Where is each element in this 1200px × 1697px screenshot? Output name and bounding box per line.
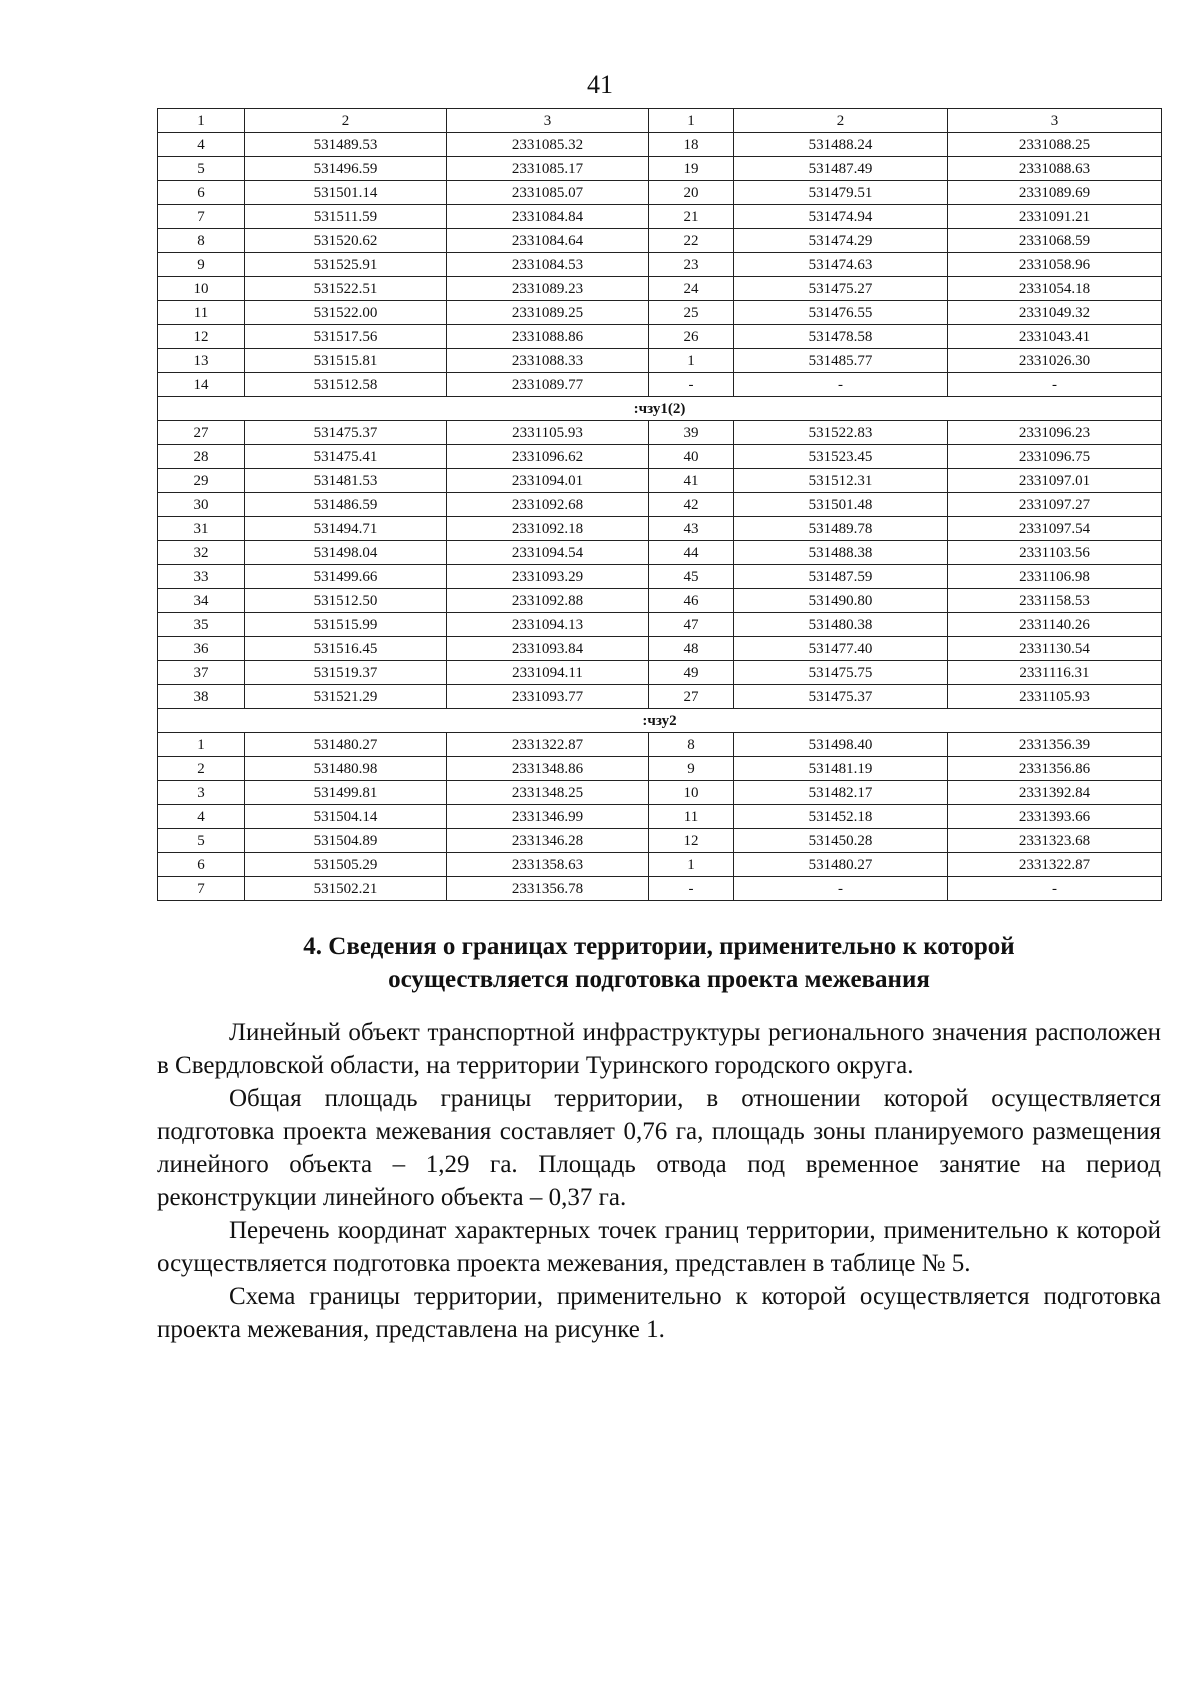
point-number-cell: 10 bbox=[158, 277, 245, 301]
table-row bbox=[158, 301, 1162, 325]
table-row bbox=[158, 469, 1162, 493]
x-coordinate-cell: 531486.59 bbox=[245, 493, 447, 517]
point-number-cell: 22 bbox=[649, 229, 734, 253]
point-number-cell: 5 bbox=[158, 157, 245, 181]
coordinates-table bbox=[157, 108, 1162, 901]
point-number-cell: 24 bbox=[649, 277, 734, 301]
x-coordinate-cell: 531482.17 bbox=[734, 781, 948, 805]
point-number-cell: - bbox=[649, 877, 734, 901]
column-header: 2 bbox=[245, 109, 447, 133]
section-label: :чзу1(2) bbox=[158, 397, 1162, 421]
y-coordinate-cell: 2331058.96 bbox=[948, 253, 1162, 277]
point-number-cell: 4 bbox=[158, 133, 245, 157]
coordinates-table-body bbox=[158, 109, 1162, 901]
x-coordinate-cell: 531478.58 bbox=[734, 325, 948, 349]
x-coordinate-cell: 531494.71 bbox=[245, 517, 447, 541]
x-coordinate-cell: 531512.50 bbox=[245, 589, 447, 613]
point-number-cell: 13 bbox=[158, 349, 245, 373]
table-row bbox=[158, 661, 1162, 685]
point-number-cell: 14 bbox=[158, 373, 245, 397]
point-number-cell: 32 bbox=[158, 541, 245, 565]
y-coordinate-cell: 2331088.86 bbox=[447, 325, 649, 349]
point-number-cell: 25 bbox=[649, 301, 734, 325]
y-coordinate-cell: 2331096.62 bbox=[447, 445, 649, 469]
y-coordinate-cell: 2331094.54 bbox=[447, 541, 649, 565]
point-number-cell: 18 bbox=[649, 133, 734, 157]
x-coordinate-cell: 531475.75 bbox=[734, 661, 948, 685]
y-coordinate-cell: 2331356.39 bbox=[948, 733, 1162, 757]
x-coordinate-cell: 531525.91 bbox=[245, 253, 447, 277]
point-number-cell: 35 bbox=[158, 613, 245, 637]
y-coordinate-cell: 2331088.25 bbox=[948, 133, 1162, 157]
point-number-cell: 10 bbox=[649, 781, 734, 805]
column-header: 2 bbox=[734, 109, 948, 133]
table-row bbox=[158, 445, 1162, 469]
table-row bbox=[158, 349, 1162, 373]
x-coordinate-cell: 531480.98 bbox=[245, 757, 447, 781]
y-coordinate-cell: 2331106.98 bbox=[948, 565, 1162, 589]
section-label: :чзу2 bbox=[158, 709, 1162, 733]
x-coordinate-cell: - bbox=[734, 373, 948, 397]
table-row bbox=[158, 157, 1162, 181]
point-number-cell: 7 bbox=[158, 205, 245, 229]
y-coordinate-cell: 2331094.13 bbox=[447, 613, 649, 637]
x-coordinate-cell: 531515.99 bbox=[245, 613, 447, 637]
x-coordinate-cell: 531475.41 bbox=[245, 445, 447, 469]
y-coordinate-cell: 2331085.17 bbox=[447, 157, 649, 181]
y-coordinate-cell: 2331346.99 bbox=[447, 805, 649, 829]
point-number-cell: 1 bbox=[649, 853, 734, 877]
point-number-cell: 11 bbox=[158, 301, 245, 325]
table-row bbox=[158, 253, 1162, 277]
x-coordinate-cell: 531516.45 bbox=[245, 637, 447, 661]
point-number-cell: 5 bbox=[158, 829, 245, 853]
y-coordinate-cell: 2331393.66 bbox=[948, 805, 1162, 829]
point-number-cell: 6 bbox=[158, 181, 245, 205]
x-coordinate-cell: 531481.53 bbox=[245, 469, 447, 493]
table-section-row bbox=[158, 709, 1162, 733]
table-row bbox=[158, 781, 1162, 805]
y-coordinate-cell: 2331092.88 bbox=[447, 589, 649, 613]
column-header: 1 bbox=[158, 109, 245, 133]
point-number-cell: 3 bbox=[158, 781, 245, 805]
y-coordinate-cell: 2331322.87 bbox=[447, 733, 649, 757]
table-section-row bbox=[158, 397, 1162, 421]
y-coordinate-cell: 2331322.87 bbox=[948, 853, 1162, 877]
x-coordinate-cell: 531479.51 bbox=[734, 181, 948, 205]
body-text bbox=[157, 1016, 1161, 1346]
y-coordinate-cell: 2331356.78 bbox=[447, 877, 649, 901]
y-coordinate-cell: 2331084.53 bbox=[447, 253, 649, 277]
point-number-cell: 36 bbox=[158, 637, 245, 661]
point-number-cell: 40 bbox=[649, 445, 734, 469]
x-coordinate-cell: 531504.89 bbox=[245, 829, 447, 853]
section-heading-line-2: осуществляется подготовка проекта межевания bbox=[388, 966, 930, 993]
y-coordinate-cell: 2331084.64 bbox=[447, 229, 649, 253]
x-coordinate-cell: 531519.37 bbox=[245, 661, 447, 685]
y-coordinate-cell: 2331092.18 bbox=[447, 517, 649, 541]
y-coordinate-cell: 2331158.53 bbox=[948, 589, 1162, 613]
table-row bbox=[158, 373, 1162, 397]
x-coordinate-cell: 531520.62 bbox=[245, 229, 447, 253]
x-coordinate-cell: 531489.53 bbox=[245, 133, 447, 157]
x-coordinate-cell: 531522.51 bbox=[245, 277, 447, 301]
x-coordinate-cell: 531504.14 bbox=[245, 805, 447, 829]
y-coordinate-cell: 2331043.41 bbox=[948, 325, 1162, 349]
table-row bbox=[158, 229, 1162, 253]
y-coordinate-cell: 2331088.33 bbox=[447, 349, 649, 373]
point-number-cell: 8 bbox=[158, 229, 245, 253]
table-row bbox=[158, 277, 1162, 301]
page-number: 41 bbox=[587, 70, 613, 99]
point-number-cell: 11 bbox=[649, 805, 734, 829]
x-coordinate-cell: 531476.55 bbox=[734, 301, 948, 325]
y-coordinate-cell: 2331049.32 bbox=[948, 301, 1162, 325]
y-coordinate-cell: 2331096.75 bbox=[948, 445, 1162, 469]
y-coordinate-cell: 2331096.23 bbox=[948, 421, 1162, 445]
table-row bbox=[158, 325, 1162, 349]
point-number-cell: 31 bbox=[158, 517, 245, 541]
point-number-cell: 21 bbox=[649, 205, 734, 229]
point-number-cell: 20 bbox=[649, 181, 734, 205]
x-coordinate-cell: 531485.77 bbox=[734, 349, 948, 373]
x-coordinate-cell: 531475.27 bbox=[734, 277, 948, 301]
x-coordinate-cell: 531498.04 bbox=[245, 541, 447, 565]
x-coordinate-cell: 531475.37 bbox=[245, 421, 447, 445]
point-number-cell: 27 bbox=[649, 685, 734, 709]
point-number-cell: 1 bbox=[649, 349, 734, 373]
y-coordinate-cell: 2331026.30 bbox=[948, 349, 1162, 373]
table-row bbox=[158, 877, 1162, 901]
table-row bbox=[158, 589, 1162, 613]
x-coordinate-cell: 531474.94 bbox=[734, 205, 948, 229]
section-heading-line-1: 4. Сведения о границах территории, применительно к которой bbox=[303, 933, 1015, 960]
x-coordinate-cell: 531496.59 bbox=[245, 157, 447, 181]
y-coordinate-cell: 2331097.54 bbox=[948, 517, 1162, 541]
table-row bbox=[158, 205, 1162, 229]
x-coordinate-cell: 531477.40 bbox=[734, 637, 948, 661]
y-coordinate-cell: 2331348.86 bbox=[447, 757, 649, 781]
x-coordinate-cell: 531512.31 bbox=[734, 469, 948, 493]
x-coordinate-cell: 531501.14 bbox=[245, 181, 447, 205]
point-number-cell: 42 bbox=[649, 493, 734, 517]
x-coordinate-cell: 531512.58 bbox=[245, 373, 447, 397]
x-coordinate-cell: 531490.80 bbox=[734, 589, 948, 613]
x-coordinate-cell: 531488.38 bbox=[734, 541, 948, 565]
x-coordinate-cell: 531517.56 bbox=[245, 325, 447, 349]
table-row bbox=[158, 493, 1162, 517]
x-coordinate-cell: 531511.59 bbox=[245, 205, 447, 229]
point-number-cell: 44 bbox=[649, 541, 734, 565]
table-row bbox=[158, 565, 1162, 589]
x-coordinate-cell: 531480.27 bbox=[734, 853, 948, 877]
table-row bbox=[158, 517, 1162, 541]
x-coordinate-cell: 531505.29 bbox=[245, 853, 447, 877]
point-number-cell: 30 bbox=[158, 493, 245, 517]
x-coordinate-cell: 531522.00 bbox=[245, 301, 447, 325]
column-header: 3 bbox=[948, 109, 1162, 133]
paragraph: Схема границы территории, применительно к которой осуществляется подготовка проекта межевания, представлена на рисунке 1. bbox=[157, 1283, 1161, 1343]
point-number-cell: 41 bbox=[649, 469, 734, 493]
x-coordinate-cell: 531501.48 bbox=[734, 493, 948, 517]
table-row bbox=[158, 133, 1162, 157]
section-heading bbox=[157, 930, 1161, 996]
y-coordinate-cell: 2331130.54 bbox=[948, 637, 1162, 661]
x-coordinate-cell: 531474.29 bbox=[734, 229, 948, 253]
y-coordinate-cell: 2331323.68 bbox=[948, 829, 1162, 853]
x-coordinate-cell: 531498.40 bbox=[734, 733, 948, 757]
point-number-cell: 19 bbox=[649, 157, 734, 181]
point-number-cell: 7 bbox=[158, 877, 245, 901]
point-number-cell: 23 bbox=[649, 253, 734, 277]
y-coordinate-cell: 2331088.63 bbox=[948, 157, 1162, 181]
table-row bbox=[158, 685, 1162, 709]
point-number-cell: 1 bbox=[158, 733, 245, 757]
point-number-cell: - bbox=[649, 373, 734, 397]
y-coordinate-cell: 2331092.68 bbox=[447, 493, 649, 517]
point-number-cell: 45 bbox=[649, 565, 734, 589]
table-row bbox=[158, 613, 1162, 637]
x-coordinate-cell: 531488.24 bbox=[734, 133, 948, 157]
point-number-cell: 27 bbox=[158, 421, 245, 445]
y-coordinate-cell: - bbox=[948, 373, 1162, 397]
y-coordinate-cell: 2331093.29 bbox=[447, 565, 649, 589]
x-coordinate-cell: 531487.49 bbox=[734, 157, 948, 181]
y-coordinate-cell: 2331091.21 bbox=[948, 205, 1162, 229]
y-coordinate-cell: 2331089.69 bbox=[948, 181, 1162, 205]
table-row bbox=[158, 637, 1162, 661]
point-number-cell: 43 bbox=[649, 517, 734, 541]
y-coordinate-cell: 2331140.26 bbox=[948, 613, 1162, 637]
x-coordinate-cell: 531489.78 bbox=[734, 517, 948, 541]
table-row bbox=[158, 181, 1162, 205]
y-coordinate-cell: 2331089.23 bbox=[447, 277, 649, 301]
y-coordinate-cell: 2331094.01 bbox=[447, 469, 649, 493]
point-number-cell: 38 bbox=[158, 685, 245, 709]
y-coordinate-cell: 2331346.28 bbox=[447, 829, 649, 853]
y-coordinate-cell: 2331093.84 bbox=[447, 637, 649, 661]
point-number-cell: 47 bbox=[649, 613, 734, 637]
table-row bbox=[158, 853, 1162, 877]
point-number-cell: 6 bbox=[158, 853, 245, 877]
y-coordinate-cell: 2331392.84 bbox=[948, 781, 1162, 805]
table-row bbox=[158, 733, 1162, 757]
x-coordinate-cell: 531481.19 bbox=[734, 757, 948, 781]
point-number-cell: 2 bbox=[158, 757, 245, 781]
table-row bbox=[158, 757, 1162, 781]
y-coordinate-cell: 2331105.93 bbox=[948, 685, 1162, 709]
point-number-cell: 46 bbox=[649, 589, 734, 613]
y-coordinate-cell: 2331358.63 bbox=[447, 853, 649, 877]
y-coordinate-cell: 2331089.25 bbox=[447, 301, 649, 325]
y-coordinate-cell: 2331094.11 bbox=[447, 661, 649, 685]
x-coordinate-cell: 531480.27 bbox=[245, 733, 447, 757]
table-row bbox=[158, 421, 1162, 445]
y-coordinate-cell: 2331105.93 bbox=[447, 421, 649, 445]
paragraph: Линейный объект транспортной инфраструктуры регионального значения расположен в Свердловской области, на территории Туринского городского округа. bbox=[157, 1019, 1161, 1079]
x-coordinate-cell: 531452.18 bbox=[734, 805, 948, 829]
x-coordinate-cell: 531474.63 bbox=[734, 253, 948, 277]
x-coordinate-cell: 531521.29 bbox=[245, 685, 447, 709]
point-number-cell: 37 bbox=[158, 661, 245, 685]
x-coordinate-cell: 531450.28 bbox=[734, 829, 948, 853]
x-coordinate-cell: 531480.38 bbox=[734, 613, 948, 637]
x-coordinate-cell: - bbox=[734, 877, 948, 901]
y-coordinate-cell: 2331116.31 bbox=[948, 661, 1162, 685]
paragraph: Общая площадь границы территории, в отношении которой осуществляется подготовка проекта межевания составляет 0,76 га, площадь зоны планируемого размещения линейного объекта – 1,29 га. Площадь отвода под временное занятие на период реконструкции линейного объекта – 0,37 га. bbox=[157, 1085, 1161, 1211]
x-coordinate-cell: 531499.66 bbox=[245, 565, 447, 589]
point-number-cell: 28 bbox=[158, 445, 245, 469]
y-coordinate-cell: 2331054.18 bbox=[948, 277, 1162, 301]
y-coordinate-cell: 2331348.25 bbox=[447, 781, 649, 805]
table-header-row bbox=[158, 109, 1162, 133]
y-coordinate-cell: - bbox=[948, 877, 1162, 901]
y-coordinate-cell: 2331097.27 bbox=[948, 493, 1162, 517]
point-number-cell: 9 bbox=[649, 757, 734, 781]
point-number-cell: 33 bbox=[158, 565, 245, 589]
y-coordinate-cell: 2331085.32 bbox=[447, 133, 649, 157]
point-number-cell: 49 bbox=[649, 661, 734, 685]
x-coordinate-cell: 531523.45 bbox=[734, 445, 948, 469]
point-number-cell: 39 bbox=[649, 421, 734, 445]
y-coordinate-cell: 2331103.56 bbox=[948, 541, 1162, 565]
y-coordinate-cell: 2331356.86 bbox=[948, 757, 1162, 781]
point-number-cell: 48 bbox=[649, 637, 734, 661]
y-coordinate-cell: 2331068.59 bbox=[948, 229, 1162, 253]
x-coordinate-cell: 531522.83 bbox=[734, 421, 948, 445]
paragraph: Перечень координат характерных точек границ территории, применительно к которой осуществляется подготовка проекта межевания, представлен в таблице № 5. bbox=[157, 1217, 1161, 1277]
x-coordinate-cell: 531499.81 bbox=[245, 781, 447, 805]
x-coordinate-cell: 531502.21 bbox=[245, 877, 447, 901]
point-number-cell: 12 bbox=[649, 829, 734, 853]
point-number-cell: 8 bbox=[649, 733, 734, 757]
column-header: 3 bbox=[447, 109, 649, 133]
table-row bbox=[158, 829, 1162, 853]
column-header: 1 bbox=[649, 109, 734, 133]
x-coordinate-cell: 531487.59 bbox=[734, 565, 948, 589]
point-number-cell: 34 bbox=[158, 589, 245, 613]
point-number-cell: 4 bbox=[158, 805, 245, 829]
y-coordinate-cell: 2331085.07 bbox=[447, 181, 649, 205]
y-coordinate-cell: 2331089.77 bbox=[447, 373, 649, 397]
x-coordinate-cell: 531515.81 bbox=[245, 349, 447, 373]
point-number-cell: 9 bbox=[158, 253, 245, 277]
x-coordinate-cell: 531475.37 bbox=[734, 685, 948, 709]
point-number-cell: 12 bbox=[158, 325, 245, 349]
point-number-cell: 29 bbox=[158, 469, 245, 493]
y-coordinate-cell: 2331084.84 bbox=[447, 205, 649, 229]
table-row bbox=[158, 541, 1162, 565]
point-number-cell: 26 bbox=[649, 325, 734, 349]
y-coordinate-cell: 2331093.77 bbox=[447, 685, 649, 709]
y-coordinate-cell: 2331097.01 bbox=[948, 469, 1162, 493]
table-row bbox=[158, 805, 1162, 829]
